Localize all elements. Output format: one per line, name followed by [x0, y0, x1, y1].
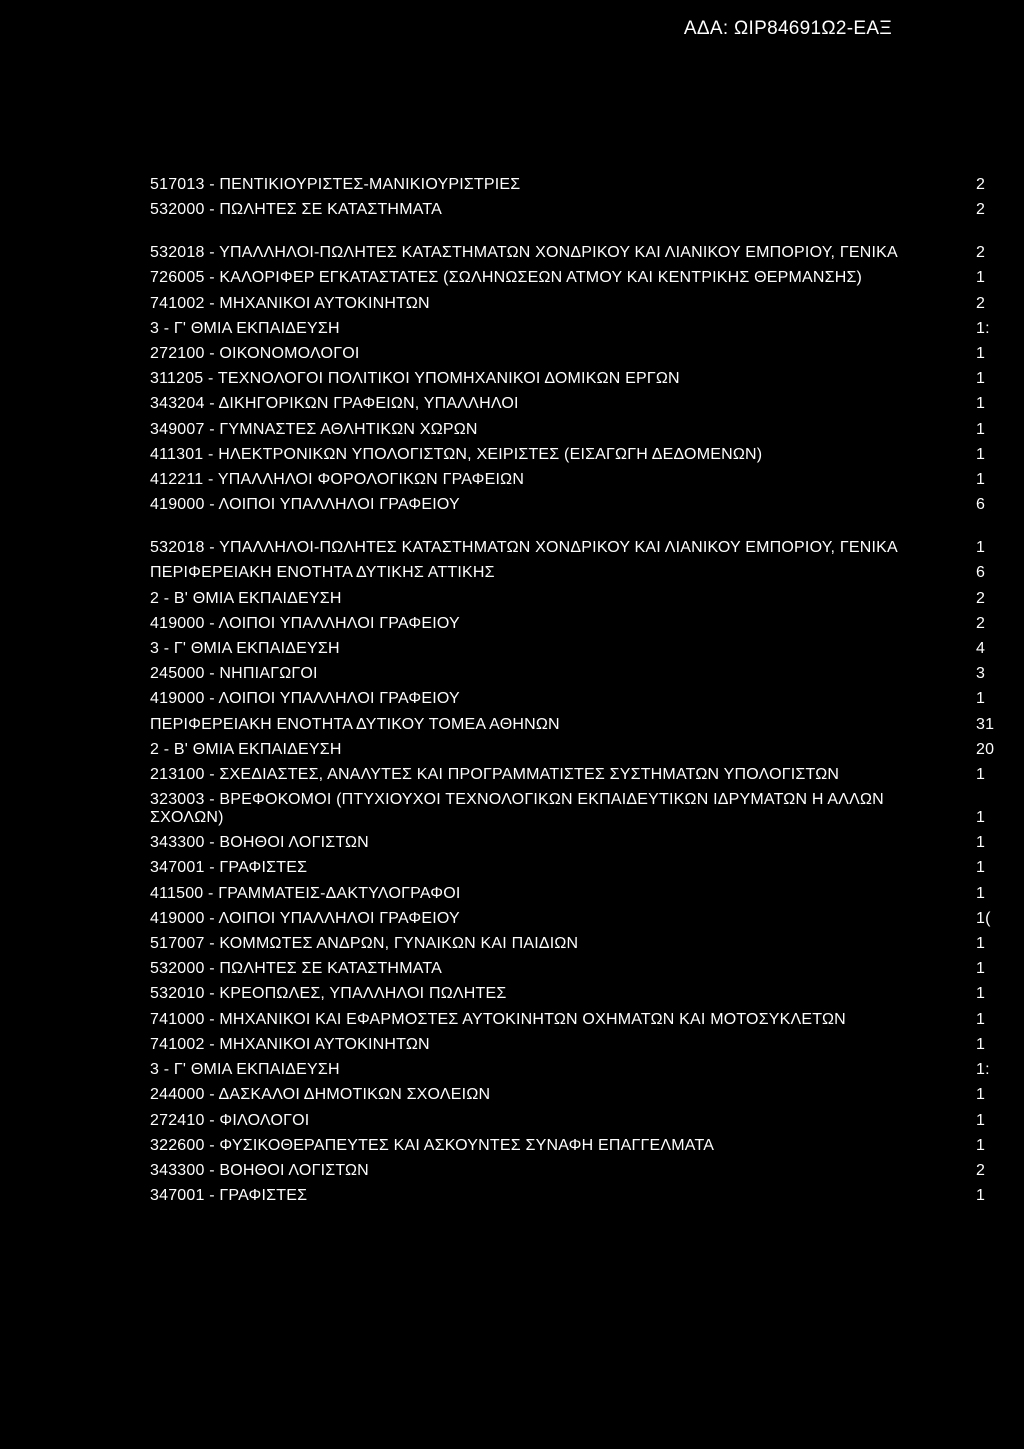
item-label: 419000 - ΛΟΙΠΟΙ ΥΠΑΛΛΗΛΟΙ ΓΡΑΦΕΙΟΥ — [150, 909, 460, 927]
item-label: 411500 - ΓΡΑΜΜΑΤΕΙΣ-ΔΑΚΤΥΛΟΓΡΑΦΟΙ — [150, 884, 461, 902]
list-item — [150, 222, 990, 265]
section-heading — [150, 560, 990, 585]
list-item — [150, 391, 990, 416]
item-label: 412211 - ΥΠΑΛΛΗΛΟΙ ΦΟΡΟΛΟΓΙΚΩΝ ΓΡΑΦΕΙΩΝ — [150, 471, 525, 489]
occupation-list — [150, 172, 995, 1208]
item-count: 1 — [976, 1111, 986, 1129]
list-item — [150, 906, 990, 931]
list-item — [150, 197, 990, 222]
item-count: 1 — [976, 269, 986, 287]
item-label: 741000 - ΜΗΧΑΝΙΚΟΙ ΚΑΙ ΕΦΑΡΜΟΣΤΕΣ ΑΥΤΟΚΙΝΗΤΩΝ ΟΧΗΜΑΤΩΝ ΚΑΙ ΜΟΤΟΣΥΚΛΕΤΩΝ — [150, 1010, 846, 1028]
item-count: 1( — [976, 909, 991, 927]
item-label: 532010 - ΚΡΕΟΠΩΛΕΣ, ΥΠΑΛΛΗΛΟΙ ΠΩΛΗΤΕΣ — [150, 985, 507, 1003]
item-label: 3 - Γ' ΘΜΙΑ ΕΚΠΑΙΔΕΥΣΗ — [150, 640, 340, 658]
list-item — [150, 881, 990, 906]
item-count: 20 — [976, 740, 995, 758]
list-item — [150, 366, 990, 391]
item-label: 741002 - ΜΗΧΑΝΙΚΟΙ ΑΥΤΟΚΙΝΗΤΩΝ — [150, 294, 430, 312]
item-count: 2 — [976, 614, 986, 632]
item-count: 1 — [976, 1086, 986, 1104]
item-label: 272410 - ΦΙΛΟΛΟΓΟΙ — [150, 1111, 310, 1129]
item-label: 272100 - ΟΙΚΟΝΟΜΟΛΟΓΟΙ — [150, 345, 360, 363]
list-item — [150, 956, 990, 981]
item-label: 213100 - ΣΧΕΔΙΑΣΤΕΣ, ΑΝΑΛΥΤΕΣ ΚΑΙ ΠΡΟΓΡΑΜΜΑΤΙΣΤΕΣ ΣΥΣΤΗΜΑΤΩΝ ΥΠΟΛΟΓΙΣΤΩΝ — [150, 766, 840, 784]
item-count: 31 — [976, 715, 995, 733]
ada-code: ΑΔΑ: ΩΙΡ84691Ω2-ΕΑΞ — [683, 18, 892, 39]
item-count: 2 — [976, 201, 986, 219]
item-label: 347001 - ΓΡΑΦΙΣΤΕΣ — [150, 1187, 308, 1205]
item-label: 311205 - ΤΕΧΝΟΛΟΓΟΙ ΠΟΛΙΤΙΚΟΙ ΥΠΟΜΗΧΑΝΙΚΟΙ ΔΟΜΙΚΩΝ ΕΡΓΩΝ — [150, 370, 680, 388]
item-count: 3 — [976, 665, 986, 683]
item-count: 1 — [976, 809, 986, 827]
item-label: 741002 - ΜΗΧΑΝΙΚΟΙ ΑΥΤΟΚΙΝΗΤΩΝ — [150, 1035, 430, 1053]
list-item — [150, 1158, 990, 1183]
item-label: 411301 - ΗΛΕΚΤΡΟΝΙΚΩΝ ΥΠΟΛΟΓΙΣΤΩΝ, ΧΕΙΡΙΣΤΕΣ (ΕΙΣΑΓΩΓΗ ΔΕΔΟΜΕΝΩΝ) — [150, 445, 763, 463]
list-item — [150, 467, 990, 492]
item-count: 1 — [976, 766, 986, 784]
item-count: 1: — [976, 1061, 990, 1079]
list-item — [150, 636, 990, 661]
list-item — [150, 1057, 990, 1082]
list-item — [150, 762, 990, 787]
list-item — [150, 931, 990, 956]
item-count: 1 — [976, 985, 986, 1003]
list-item — [150, 442, 990, 467]
item-count: 6 — [976, 496, 986, 514]
list-item — [150, 611, 990, 636]
item-count: 1 — [976, 395, 986, 413]
item-count: 1 — [976, 1136, 986, 1154]
item-count: 1 — [976, 884, 986, 902]
item-count: 1 — [976, 1010, 986, 1028]
item-count: 2 — [976, 176, 986, 193]
item-label: 343300 - ΒΟΗΘΟΙ ΛΟΓΙΣΤΩΝ — [150, 1161, 369, 1179]
item-count: 1 — [976, 370, 986, 388]
list-item — [150, 787, 990, 830]
item-count: 1 — [976, 471, 986, 489]
item-label: 517013 - ΠΕΝΤΙΚΙΟΥΡΙΣΤΕΣ-ΜΑΝΙΚΙΟΥΡΙΣΤΡΙΕΣ — [150, 176, 521, 193]
item-label: 244000 - ΔΑΣΚΑΛΟΙ ΔΗΜΟΤΙΚΩΝ ΣΧΟΛΕΙΩΝ — [150, 1086, 491, 1104]
list-item — [150, 686, 990, 711]
item-label: 532018 - ΥΠΑΛΛΗΛΟΙ-ΠΩΛΗΤΕΣ ΚΑΤΑΣΤΗΜΑΤΩΝ ΧΟΝΔΡΙΚΟΥ ΚΑΙ ΛΙΑΝΙΚΟΥ ΕΜΠΟΡΙΟΥ, ΓΕΝΙΚΑ — [150, 539, 898, 557]
item-count: 6 — [976, 564, 986, 582]
item-label: 347001 - ΓΡΑΦΙΣΤΕΣ — [150, 859, 308, 877]
list-item — [150, 1183, 990, 1208]
item-label: 3 - Γ' ΘΜΙΑ ΕΚΠΑΙΔΕΥΣΗ — [150, 319, 340, 337]
list-item — [150, 830, 990, 855]
item-count: 1 — [976, 445, 986, 463]
list-item — [150, 492, 990, 517]
item-label: 322600 - ΦΥΣΙΚΟΘΕΡΑΠΕΥΤΕΣ ΚΑΙ ΑΣΚΟΥΝΤΕΣ ΣΥΝΑΦΗ ΕΠΑΓΓΕΛΜΑΤΑ — [150, 1136, 715, 1154]
list-item — [150, 661, 990, 686]
list-item — [150, 265, 990, 290]
list-item — [150, 316, 990, 341]
item-label: 532000 - ΠΩΛΗΤΕΣ ΣΕ ΚΑΤΑΣΤΗΜΑΤΑ — [150, 201, 443, 219]
list-item — [150, 341, 990, 366]
item-count: 1 — [976, 960, 986, 978]
item-count: 1 — [976, 345, 986, 363]
item-label: 532000 - ΠΩΛΗΤΕΣ ΣΕ ΚΑΤΑΣΤΗΜΑΤΑ — [150, 960, 443, 978]
list-item — [150, 586, 990, 611]
list-item — [150, 981, 990, 1006]
item-count: 1 — [976, 859, 986, 877]
item-label: ΠΕΡΙΦΕΡΕΙΑΚΗ ΕΝΟΤΗΤΑ ΔΥΤΙΚΗΣ ΑΤΤΙΚΗΣ — [150, 564, 495, 582]
item-label: 517007 - ΚΟΜΜΩΤΕΣ ΑΝΔΡΩΝ, ΓΥΝΑΙΚΩΝ ΚΑΙ ΠΑΙΔΙΩΝ — [150, 935, 579, 953]
section-heading — [150, 712, 995, 737]
item-count: 1 — [976, 690, 986, 708]
item-label: 419000 - ΛΟΙΠΟΙ ΥΠΑΛΛΗΛΟΙ ΓΡΑΦΕΙΟΥ — [150, 496, 460, 514]
item-count: 1 — [976, 1035, 986, 1053]
item-label: ΠΕΡΙΦΕΡΕΙΑΚΗ ΕΝΟΤΗΤΑ ΔΥΤΙΚΟΥ ΤΟΜΕΑ ΑΘΗΝΩΝ — [150, 715, 560, 733]
item-count: 4 — [976, 640, 986, 658]
item-count: 2 — [976, 589, 986, 607]
list-item — [150, 1082, 990, 1107]
list-item — [150, 1108, 990, 1133]
item-count: 1 — [976, 1187, 986, 1205]
item-label: 532018 - ΥΠΑΛΛΗΛΟΙ-ΠΩΛΗΤΕΣ ΚΑΤΑΣΤΗΜΑΤΩΝ ΧΟΝΔΡΙΚΟΥ ΚΑΙ ΛΙΑΝΙΚΟΥ ΕΜΠΟΡΙΟΥ, ΓΕΝΙΚΑ — [150, 244, 898, 262]
item-label: 3 - Γ' ΘΜΙΑ ΕΚΠΑΙΔΕΥΣΗ — [150, 1061, 340, 1079]
item-label: 245000 - ΝΗΠΙΑΓΩΓΟΙ — [150, 665, 318, 683]
item-count: 1: — [976, 319, 990, 337]
item-label: 726005 - ΚΑΛΟΡΙΦΕΡ ΕΓΚΑΤΑΣΤΑΤΕΣ (ΣΩΛΗΝΩΣΕΩΝ ΑΤΜΟΥ ΚΑΙ ΚΕΝΤΡΙΚΗΣ ΘΕΡΜΑΝΣΗΣ) — [150, 269, 863, 287]
item-label: 419000 - ΛΟΙΠΟΙ ΥΠΑΛΛΗΛΟΙ ΓΡΑΦΕΙΟΥ — [150, 690, 460, 708]
list-item — [150, 172, 990, 197]
item-count: 2 — [976, 244, 986, 262]
list-item — [150, 1007, 990, 1032]
list-item — [150, 855, 990, 880]
item-label: 419000 - ΛΟΙΠΟΙ ΥΠΑΛΛΗΛΟΙ ΓΡΑΦΕΙΟΥ — [150, 614, 460, 632]
list-item — [150, 1032, 990, 1057]
item-count: 1 — [976, 935, 986, 953]
item-count: 2 — [976, 1161, 986, 1179]
item-count: 1 — [976, 539, 986, 557]
item-label: 2 - Β' ΘΜΙΑ ΕΚΠΑΙΔΕΥΣΗ — [150, 589, 342, 607]
item-count: 1 — [976, 834, 986, 852]
item-count: 2 — [976, 294, 986, 312]
item-label: 2 - Β' ΘΜΙΑ ΕΚΠΑΙΔΕΥΣΗ — [150, 740, 342, 758]
list-item — [150, 417, 990, 442]
list-item — [150, 1133, 990, 1158]
item-label: 349007 - ΓΥΜΝΑΣΤΕΣ ΑΘΛΗΤΙΚΩΝ ΧΩΡΩΝ — [150, 420, 478, 438]
item-label: 343204 - ΔΙΚΗΓΟΡΙΚΩΝ ΓΡΑΦΕΙΩΝ, ΥΠΑΛΛΗΛΟΙ — [150, 395, 519, 413]
item-count: 1 — [976, 420, 986, 438]
item-label: 323003 - ΒΡΕΦΟΚΟΜΟΙ (ΠΤΥΧΙΟΥΧΟΙ ΤΕΧΝΟΛΟΓΙΚΩΝ ΕΚΠΑΙΔΕΥΤΙΚΩΝ ΙΔΡΥΜΑΤΩΝ Η ΑΛΛΩΝ ΣΧΟΛΩΝ) — [150, 791, 884, 827]
list-item — [150, 517, 990, 560]
item-label: 343300 - ΒΟΗΘΟΙ ΛΟΓΙΣΤΩΝ — [150, 834, 369, 852]
list-item — [150, 737, 995, 762]
list-item — [150, 291, 990, 316]
